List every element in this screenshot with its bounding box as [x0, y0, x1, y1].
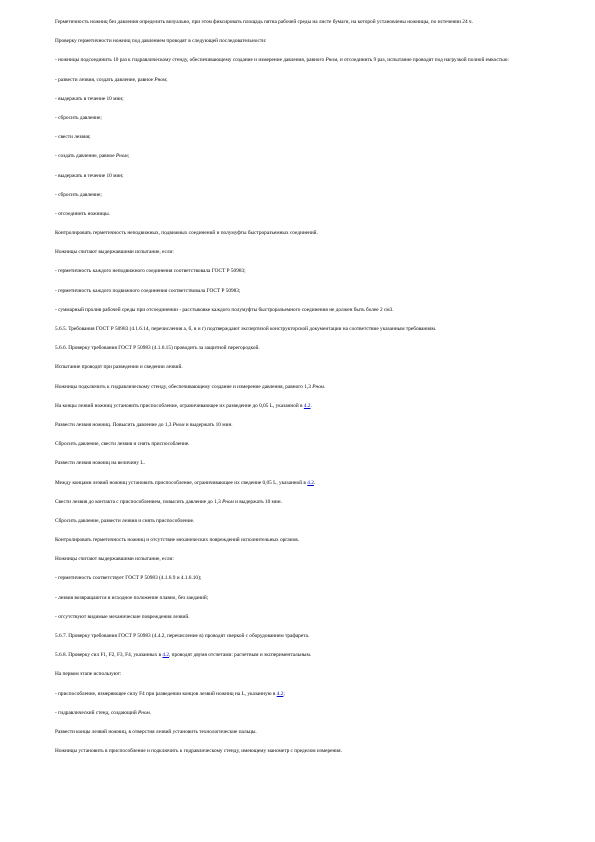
text-run: .: [149, 709, 152, 716]
paragraph: [55, 536, 543, 545]
text-run: - гидравлический стенд, создающий: [55, 709, 139, 716]
paragraph: [55, 210, 543, 219]
paragraph: [55, 383, 543, 392]
paragraph: [55, 632, 543, 641]
italic-symbol: Pном: [222, 498, 234, 505]
italic-symbol: Pном: [154, 76, 167, 83]
paragraph: [55, 402, 543, 411]
paragraph: [55, 191, 543, 200]
text-run: - сбросить давление;: [55, 114, 102, 121]
paragraph: [55, 613, 543, 622]
text-run: - выдержать в течение 10 мин;: [55, 95, 124, 102]
text-run: - ножницы подсоединить 10 раз к гидравлическому стенду, обеспечивающему создание и измерение давления, равного: [55, 57, 326, 64]
text-run: - герметичность соответствует ГОСТ Р 50983 (4.1.6.9 и 4.1.6.10);: [55, 575, 202, 582]
text-run: Герметичность ножниц без давления определить визуально, при этом фиксировать площадь пятна рабочей среды на листе бумаги, на которой установлены ножницы, по истечении 24 ч.: [55, 19, 473, 25]
text-run: Свести лезвия до контакта с приспособлением, повысить давление до 1,3: [55, 498, 223, 505]
paragraph: [55, 229, 543, 238]
text-run: и выдержать 10 мин.: [233, 498, 282, 505]
paragraph: [55, 651, 543, 660]
text-run: - выдержать в течение 10 мин;: [55, 172, 124, 179]
text-run: .: [313, 479, 316, 486]
paragraph: [55, 172, 543, 181]
text-run: ;: [166, 76, 168, 83]
text-run: , и отсоединить 9 раз, испытание проводят под нагрузкой полной емкостью:: [337, 57, 509, 64]
text-run: - создать давление, равное: [55, 153, 116, 160]
text-run: Ножницы считают выдержавшими испытание, если:: [55, 249, 174, 256]
paragraph: [55, 670, 543, 679]
text-run: .: [310, 402, 312, 409]
paragraph: [55, 325, 543, 334]
text-run: - отсоединить ножницы.: [55, 210, 111, 217]
section-link[interactable]: 4.2: [276, 690, 284, 697]
text-run: 5.6.5. Требования ГОСТ Р 50983 (4.1.6.14, перечисления а, б, в и г) подтверждают экспертизой конструкторской документации на соответствие указанным требованиям.: [55, 326, 437, 332]
text-run: ;: [127, 153, 130, 160]
text-run: Сбросить давление, развести лезвия и снять приспособление.: [55, 517, 195, 524]
text-run: Сбросить давление, свести лезвия и снять приспособление.: [55, 441, 190, 448]
italic-symbol: Pном: [138, 709, 150, 716]
text-run: - отсутствуют видимые механические повреждения лезвий.: [55, 613, 190, 620]
italic-symbol: Pном: [312, 383, 324, 390]
text-run: Ножницы считают выдержавшими испытание, если:: [55, 556, 174, 563]
paragraph: [55, 152, 543, 161]
text-run: - приспособление, измеряющее силу F4 при разведении концов лезвий ножниц на L, указанную в: [55, 690, 277, 697]
paragraph: [55, 747, 543, 756]
text-run: , проводят двумя отсчетами: расчетным и экспериментальным.: [169, 652, 312, 659]
paragraph: [55, 344, 543, 353]
document-body: [55, 18, 543, 766]
paragraph: [55, 709, 543, 718]
section-link[interactable]: 4.2: [162, 652, 170, 659]
paragraph: [55, 363, 543, 372]
paragraph: [55, 690, 543, 699]
paragraph: [55, 18, 543, 27]
paragraph: [55, 555, 543, 564]
text-run: - развести лезвия, создать давление, равное: [55, 76, 155, 83]
text-run: - герметичность каждого неподвижного соединения соответствовала ГОСТ Р 50983;: [55, 268, 246, 275]
paragraph: [55, 95, 543, 104]
text-run: Ножницы подключить к гидравлическому стенду, обеспечивающему создание и измерение давления, равного 1,3: [55, 383, 313, 390]
section-link[interactable]: 4.2: [307, 479, 314, 486]
paragraph: [55, 479, 543, 488]
text-run: Развести концы лезвий ножниц, в отверстия лезвий установить технологические пальцы.: [55, 728, 257, 735]
paragraph: [55, 440, 543, 449]
text-run: 5.6.6. Проверку требования ГОСТ Р 50983 (4.1.6.15) проводить за защитной перегородкой.: [55, 345, 260, 352]
section-link[interactable]: 4.2: [303, 402, 311, 409]
italic-symbol: Pном: [172, 421, 185, 428]
text-run: Контролировать герметичность неподвижных, подвижных соединений и полумуфты быстроразъемных соединений.: [55, 230, 318, 237]
italic-symbol: Pном: [325, 57, 338, 64]
text-run: ;: [283, 690, 285, 697]
paragraph: [55, 114, 543, 123]
text-run: - сбросить давление;: [55, 191, 102, 198]
text-run: и выдержать 10 мин.: [184, 421, 233, 428]
text-run: - свести лезвия;: [55, 134, 91, 141]
paragraph: [55, 248, 543, 257]
paragraph: [55, 56, 543, 65]
paragraph: [55, 306, 543, 315]
paragraph: [55, 594, 543, 603]
text-run: Испытание проводят при разведении и сведении лезвий.: [55, 364, 183, 371]
text-run: .: [323, 383, 326, 390]
text-run: - герметичность каждого подвижного соединения соответствовала ГОСТ Р 50983;: [55, 287, 241, 294]
text-run: - лезвия возвращаются в исходное положение плавно, без заеданий;: [55, 594, 209, 601]
text-run: - суммарный пролив рабочей среды при отсоединении - расстыковке каждого полумуфты быстроразъемного соединения не должен быть более 2 см3.: [55, 306, 394, 313]
text-run: Развести лезвия ножниц на величину L.: [55, 460, 145, 467]
text-run: Ножницы установить в приспособление и подключить к гидравлическому стенду, имеющему манометр с пределом измерения.: [55, 748, 342, 755]
text-run: На первом этапе используют:: [55, 671, 122, 678]
paragraph: [55, 37, 543, 46]
text-run: Контролировать герметичность ножниц и отсутствие механических повреждений исполнительных органов.: [55, 537, 300, 544]
text-run: На концы лезвий ножниц установить приспособление, ограничивающее их разведение до 0,05 L, указанной в: [55, 402, 304, 409]
paragraph: [55, 421, 543, 430]
text-run: Проверку герметичности ножниц под давлением проводят в следующей последовательности:: [55, 38, 267, 45]
paragraph: [55, 459, 543, 468]
paragraph: [55, 498, 543, 507]
text-run: Между концами лезвий ножниц установить приспособление, ограничивающее их сведение 0,05 L, указанной в: [55, 479, 308, 486]
text-run: 5.6.8. Проверку сил F1, F2, F3, F4, указанных в: [55, 652, 163, 659]
paragraph: [55, 133, 543, 142]
paragraph: [55, 76, 543, 85]
paragraph: [55, 574, 543, 583]
text-run: 5.6.7. Проверку требования ГОСТ Р 50983 (4.4.2, перечисление в) проводят сверкой с оборудованием трафарета.: [55, 633, 310, 639]
paragraph: [55, 517, 543, 526]
paragraph: [55, 728, 543, 737]
text-run: Развести лезвия ножниц. Повысить давление до 1,3: [55, 421, 173, 428]
paragraph: [55, 267, 543, 276]
paragraph: [55, 287, 543, 296]
italic-symbol: Pном: [115, 153, 128, 160]
